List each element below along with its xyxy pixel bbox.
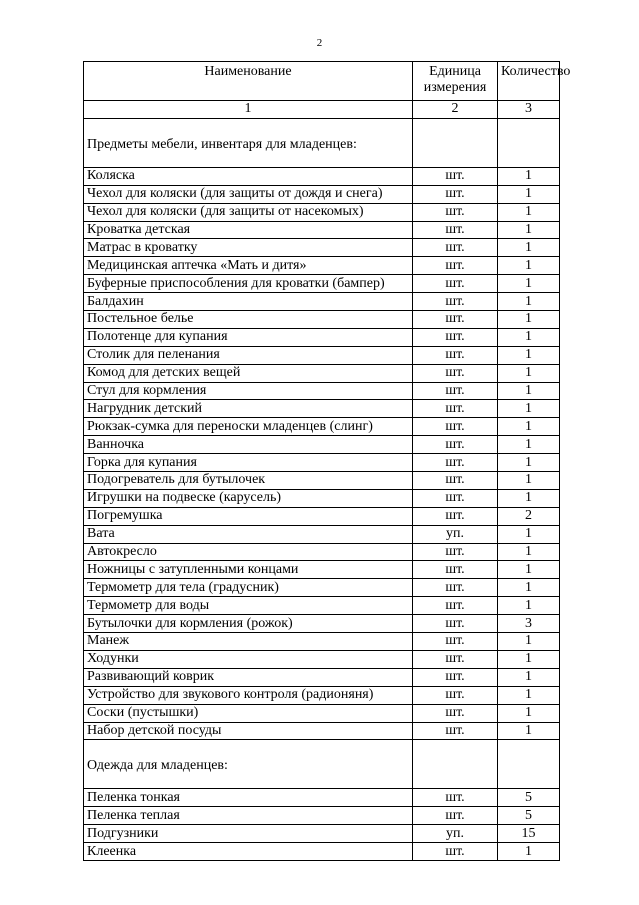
item-unit: шт. [413,167,498,185]
table-row [84,346,560,364]
table-row [84,203,560,221]
item-qty: 1 [498,704,560,722]
item-name: Термометр для тела (градусник) [84,579,413,597]
item-qty: 5 [498,789,560,807]
table-row [84,686,560,704]
table-row [84,418,560,436]
item-name: Горка для купания [84,454,413,472]
item-name: Балдахин [84,293,413,311]
item-unit: шт. [413,346,498,364]
item-unit: шт. [413,400,498,418]
table-row [84,722,560,740]
item-name: Матрас в кроватку [84,239,413,257]
item-qty: 1 [498,328,560,346]
table-row [84,454,560,472]
empty-cell [498,118,560,167]
item-name: Автокресло [84,543,413,561]
item-qty: 1 [498,203,560,221]
table-row [84,543,560,561]
item-name: Стул для кормления [84,382,413,400]
table-row [84,615,560,633]
item-name: Устройство для звукового контроля (радионяня) [84,686,413,704]
page-number: 2 [316,37,323,49]
table-row [84,597,560,615]
item-qty: 15 [498,825,560,843]
empty-cell [413,118,498,167]
item-unit: уп. [413,825,498,843]
table-row [84,167,560,185]
table-row [84,275,560,293]
item-name: Погремушка [84,507,413,525]
item-name: Постельное белье [84,311,413,329]
item-name: Столик для пеленания [84,346,413,364]
item-qty: 1 [498,650,560,668]
table-row [84,257,560,275]
item-unit: шт. [413,650,498,668]
item-unit: шт. [413,507,498,525]
item-qty: 2 [498,507,560,525]
item-unit: шт. [413,489,498,507]
item-qty: 1 [498,400,560,418]
item-name: Кроватка детская [84,221,413,239]
item-qty: 1 [498,633,560,651]
item-name: Медицинская аптечка «Мать и дитя» [84,257,413,275]
item-qty: 1 [498,489,560,507]
item-name: Подгузники [84,825,413,843]
item-unit: шт. [413,633,498,651]
table-row [84,489,560,507]
item-name: Соски (пустышки) [84,704,413,722]
item-unit: шт. [413,221,498,239]
item-unit: шт. [413,311,498,329]
item-name: Термометр для воды [84,597,413,615]
table-row [84,185,560,203]
item-qty: 1 [498,525,560,543]
item-qty: 1 [498,346,560,364]
item-name: Буферные приспособления для кроватки (бампер) [84,275,413,293]
table-row [84,221,560,239]
section-row [84,118,560,167]
item-name: Развивающий коврик [84,668,413,686]
item-unit: шт. [413,543,498,561]
item-name: Клеенка [84,843,413,861]
table-row [84,239,560,257]
header-row [84,62,560,101]
item-name: Вата [84,525,413,543]
item-qty: 1 [498,597,560,615]
table-body [84,118,560,860]
item-unit: шт. [413,615,498,633]
item-name: Набор детской посуды [84,722,413,740]
item-unit: шт. [413,807,498,825]
item-qty: 1 [498,239,560,257]
table-row [84,382,560,400]
item-qty: 1 [498,436,560,454]
item-unit: шт. [413,686,498,704]
header-qty: Количество [498,62,560,101]
table-row [84,561,560,579]
item-qty: 1 [498,293,560,311]
table-row [84,525,560,543]
table-row [84,364,560,382]
item-unit: шт. [413,579,498,597]
item-qty: 1 [498,418,560,436]
item-unit: шт. [413,789,498,807]
item-unit: шт. [413,843,498,861]
table-row [84,472,560,490]
item-qty: 1 [498,221,560,239]
table-row [84,328,560,346]
item-name: Ванночка [84,436,413,454]
empty-cell [413,740,498,789]
item-qty: 1 [498,561,560,579]
table-row [84,789,560,807]
item-unit: шт. [413,418,498,436]
item-qty: 1 [498,185,560,203]
table-row [84,507,560,525]
column-number: 3 [498,101,560,119]
item-unit: шт. [413,293,498,311]
item-unit: шт. [413,472,498,490]
item-unit: шт. [413,436,498,454]
item-unit: шт. [413,257,498,275]
item-qty: 1 [498,311,560,329]
section-title: Одежда для младенцев: [84,740,413,789]
table-row [84,807,560,825]
item-qty: 1 [498,257,560,275]
item-unit: шт. [413,382,498,400]
item-unit: шт. [413,704,498,722]
item-unit: шт. [413,561,498,579]
item-qty: 1 [498,722,560,740]
item-name: Пеленка теплая [84,807,413,825]
item-unit: шт. [413,454,498,472]
item-qty: 1 [498,579,560,597]
item-qty: 1 [498,843,560,861]
item-qty: 1 [498,543,560,561]
table-row [84,668,560,686]
table-row [84,293,560,311]
item-qty: 1 [498,382,560,400]
item-unit: шт. [413,364,498,382]
item-qty: 1 [498,454,560,472]
header-name: Наименование [84,62,413,101]
item-qty: 1 [498,364,560,382]
item-name: Ходунки [84,650,413,668]
item-qty: 1 [498,686,560,704]
section-row [84,740,560,789]
column-number: 2 [413,101,498,119]
items-table [83,61,571,861]
item-name: Бутылочки для кормления (рожок) [84,615,413,633]
item-unit: шт. [413,722,498,740]
item-qty: 1 [498,275,560,293]
item-name: Чехол для коляски (для защиты от насекомых) [84,203,413,221]
item-unit: шт. [413,328,498,346]
empty-cell [498,740,560,789]
item-name: Пеленка тонкая [84,789,413,807]
item-unit: шт. [413,185,498,203]
item-name: Полотенце для купания [84,328,413,346]
table-row [84,843,560,861]
item-unit: шт. [413,239,498,257]
item-name: Рюкзак-сумка для переноски младенцев (слинг) [84,418,413,436]
table-row [84,633,560,651]
column-number-row [84,101,560,119]
item-qty: 1 [498,167,560,185]
item-qty: 1 [498,472,560,490]
table-row [84,311,560,329]
item-unit: уп. [413,525,498,543]
table-row [84,436,560,454]
item-unit: шт. [413,668,498,686]
header-unit: Единица измерения [413,62,498,101]
item-name: Комод для детских вещей [84,364,413,382]
item-name: Чехол для коляски (для защиты от дождя и снега) [84,185,413,203]
table-row [84,400,560,418]
item-name: Манеж [84,633,413,651]
item-unit: шт. [413,597,498,615]
item-unit: шт. [413,275,498,293]
item-name: Нагрудник детский [84,400,413,418]
section-title: Предметы мебели, инвентаря для младенцев: [84,118,413,167]
table-row [84,650,560,668]
item-qty: 5 [498,807,560,825]
item-name: Подогреватель для бутылочек [84,472,413,490]
column-number: 1 [84,101,413,119]
item-name: Коляска [84,167,413,185]
item-qty: 1 [498,668,560,686]
table-row [84,579,560,597]
table-row [84,825,560,843]
table-row [84,704,560,722]
item-name: Ножницы с затупленными концами [84,561,413,579]
item-name: Игрушки на подвеске (карусель) [84,489,413,507]
item-qty: 3 [498,615,560,633]
item-unit: шт. [413,203,498,221]
